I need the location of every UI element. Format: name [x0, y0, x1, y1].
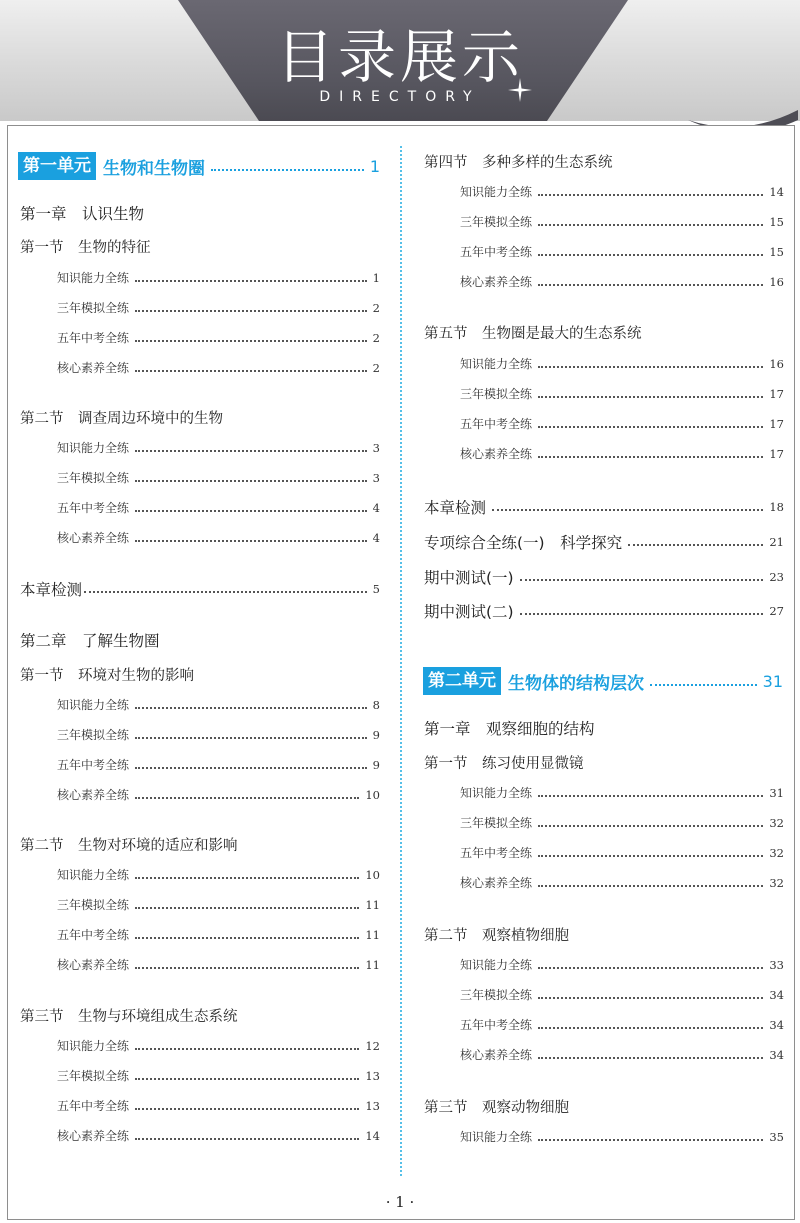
- item-label: 三年模拟全练: [57, 301, 130, 315]
- page-number: 9: [372, 757, 380, 772]
- item-label: 期中测试(二): [424, 603, 514, 621]
- chapter-title[interactable]: 第一章 认识生物: [20, 205, 145, 223]
- toc-item[interactable]: [57, 1037, 380, 1054]
- leader-dots: [135, 480, 367, 482]
- page-number: 1: [372, 270, 380, 285]
- leader-dots: [520, 613, 764, 615]
- leader-dots: [538, 795, 763, 797]
- leader-dots: [538, 366, 763, 368]
- special-practice[interactable]: [424, 531, 784, 553]
- item-label: 核心素养全练: [57, 958, 130, 972]
- page-number: 34: [769, 1047, 784, 1062]
- section-title[interactable]: 第二节 观察植物细胞: [424, 928, 569, 944]
- item-label: 五年中考全练: [57, 501, 130, 515]
- toc-item[interactable]: [57, 786, 380, 803]
- item-label: 知识能力全练: [460, 958, 533, 972]
- leader-dots: [538, 456, 763, 458]
- toc-item[interactable]: [460, 986, 784, 1003]
- toc-item[interactable]: [57, 956, 380, 973]
- page-number: 23: [769, 570, 784, 584]
- leader-dots: [538, 967, 763, 969]
- item-label: 知识能力全练: [57, 1039, 130, 1053]
- page-number: 12: [365, 1038, 380, 1053]
- toc-item[interactable]: [57, 1097, 380, 1114]
- item-label: 五年中考全练: [460, 417, 533, 431]
- column-divider: [400, 146, 402, 1176]
- item-label: 知识能力全练: [57, 271, 130, 285]
- item-label: 知识能力全练: [57, 698, 130, 712]
- chapter-review[interactable]: [20, 578, 380, 600]
- page-number: 3: [372, 440, 380, 455]
- leader-dots: [538, 1027, 763, 1029]
- toc-item[interactable]: [460, 956, 784, 973]
- toc-item[interactable]: [57, 926, 380, 943]
- toc-item[interactable]: [460, 415, 784, 432]
- item-label: 三年模拟全练: [460, 215, 533, 229]
- page-number: 13: [365, 1068, 380, 1083]
- unit-1-header[interactable]: [18, 151, 380, 181]
- item-label: 五年中考全练: [57, 758, 130, 772]
- leader-dots: [135, 737, 367, 739]
- section-title[interactable]: 第一节 环境对生物的影响: [20, 668, 194, 684]
- leader-dots: [135, 370, 367, 372]
- page-number: 10: [365, 867, 380, 882]
- leader-dots: [135, 510, 367, 512]
- page-number: 17: [769, 446, 784, 461]
- page-number: 32: [769, 845, 784, 860]
- item-label: 三年模拟全练: [460, 387, 533, 401]
- section-title[interactable]: 第四节 多种多样的生态系统: [424, 155, 613, 171]
- toc-item[interactable]: [460, 844, 784, 861]
- leader-dots: [538, 1057, 763, 1059]
- toc-item[interactable]: [57, 269, 380, 286]
- unit-badge: 第一单元: [18, 152, 96, 180]
- leader-dots: [135, 767, 367, 769]
- leader-dots: [538, 396, 763, 398]
- chapter-review[interactable]: [424, 496, 784, 518]
- leader-dots: [135, 1108, 359, 1110]
- item-label: 专项综合全练(一) 科学探究: [424, 534, 623, 552]
- leader-dots: [538, 194, 763, 196]
- toc-item[interactable]: [57, 469, 380, 486]
- leader-dots: [84, 591, 367, 593]
- leader-dots: [135, 937, 359, 939]
- section-title[interactable]: 第一节 练习使用显微镜: [424, 756, 584, 772]
- toc-item[interactable]: [460, 355, 784, 372]
- page-number: 1: [369, 156, 380, 176]
- item-label: 五年中考全练: [460, 1018, 533, 1032]
- toc-item[interactable]: [57, 359, 380, 376]
- page-number: 32: [769, 815, 784, 830]
- leader-dots: [211, 169, 364, 171]
- midterm-test-2[interactable]: [424, 600, 784, 622]
- page-number: 2: [372, 300, 380, 315]
- item-label: 核心素养全练: [460, 447, 533, 461]
- unit-2-header[interactable]: [423, 666, 783, 696]
- toc-item[interactable]: [460, 874, 784, 891]
- leader-dots: [520, 579, 764, 581]
- item-label: 核心素养全练: [460, 1048, 533, 1062]
- page-number: 4: [372, 530, 380, 545]
- page-number: 16: [769, 274, 784, 289]
- page-number: 16: [769, 356, 784, 371]
- section-title[interactable]: 第一节 生物的特征: [20, 240, 151, 256]
- toc-item[interactable]: [57, 1127, 380, 1144]
- leader-dots: [538, 855, 763, 857]
- page-number: 4: [372, 500, 380, 515]
- toc-item[interactable]: [57, 866, 380, 883]
- leader-dots: [538, 284, 763, 286]
- section-title[interactable]: 第三节 生物与环境组成生态系统: [20, 1009, 238, 1025]
- page-number: 13: [365, 1098, 380, 1113]
- toc-item[interactable]: [460, 213, 784, 230]
- page-number: 10: [365, 787, 380, 802]
- leader-dots: [135, 1048, 359, 1050]
- toc-item[interactable]: [460, 273, 784, 290]
- page-subtitle: DIRECTORY: [319, 89, 481, 105]
- page-number: 18: [769, 500, 784, 514]
- page-number: 32: [769, 875, 784, 890]
- section-title[interactable]: 第二节 调查周边环境中的生物: [20, 411, 223, 427]
- leader-dots: [538, 885, 763, 887]
- page-number: 14: [365, 1128, 380, 1143]
- item-label: 核心素养全练: [57, 788, 130, 802]
- item-label: 五年中考全练: [460, 245, 533, 259]
- toc-item[interactable]: [57, 756, 380, 773]
- page-number: 3: [372, 470, 380, 485]
- toc-item[interactable]: [460, 784, 784, 801]
- page-number-footer: · 1 ·: [385, 1193, 415, 1211]
- item-label: 三年模拟全练: [460, 988, 533, 1002]
- toc-item[interactable]: [57, 499, 380, 516]
- item-label: 五年中考全练: [57, 331, 130, 345]
- toc-item[interactable]: [57, 329, 380, 346]
- item-label: 知识能力全练: [460, 1130, 533, 1144]
- page-number: 2: [372, 330, 380, 345]
- leader-dots: [135, 967, 359, 969]
- page-number: 34: [769, 987, 784, 1002]
- page-number: 34: [769, 1017, 784, 1032]
- item-label: 五年中考全练: [460, 846, 533, 860]
- item-label: 三年模拟全练: [57, 1069, 130, 1083]
- item-label: 核心素养全练: [460, 876, 533, 890]
- leader-dots: [135, 877, 359, 879]
- leader-dots: [538, 1139, 763, 1141]
- leader-dots: [538, 426, 763, 428]
- page-number: 11: [365, 897, 380, 912]
- leader-dots: [135, 797, 359, 799]
- leader-dots: [135, 907, 359, 909]
- item-label: 核心素养全练: [57, 361, 130, 375]
- chapter-title[interactable]: 第二章 了解生物圈: [20, 632, 160, 650]
- item-label: 五年中考全练: [57, 1099, 130, 1113]
- page-number: 9: [372, 727, 380, 742]
- toc-item[interactable]: [57, 726, 380, 743]
- leader-dots: [135, 1138, 359, 1140]
- item-label: 三年模拟全练: [57, 898, 130, 912]
- leader-dots: [538, 224, 763, 226]
- leader-dots: [650, 684, 757, 686]
- item-label: 期中测试(一): [424, 569, 514, 587]
- toc-item[interactable]: [57, 1067, 380, 1084]
- page-number: 27: [769, 604, 784, 618]
- unit-name: 生物和生物圈: [103, 158, 205, 179]
- leader-dots: [135, 1078, 359, 1080]
- section-title[interactable]: 第二节 生物对环境的适应和影响: [20, 838, 238, 854]
- toc-item[interactable]: [57, 896, 380, 913]
- item-label: 知识能力全练: [460, 185, 533, 199]
- toc-item[interactable]: [57, 299, 380, 316]
- item-label: 知识能力全练: [460, 357, 533, 371]
- page-number: 15: [769, 244, 784, 259]
- page-number: 31: [769, 785, 784, 800]
- leader-dots: [135, 310, 367, 312]
- item-label: 知识能力全练: [57, 868, 130, 882]
- page-number: 8: [372, 697, 380, 712]
- item-label: 三年模拟全练: [57, 728, 130, 742]
- leader-dots: [135, 540, 367, 542]
- unit-name: 生物体的结构层次: [508, 673, 644, 694]
- item-label: 本章检测: [424, 499, 487, 517]
- leader-dots: [538, 825, 763, 827]
- toc-item[interactable]: [460, 814, 784, 831]
- toc-item[interactable]: [460, 183, 784, 200]
- leader-dots: [538, 254, 763, 256]
- page-number: 31: [762, 671, 783, 691]
- toc-item[interactable]: [57, 696, 380, 713]
- toc-item[interactable]: [57, 529, 380, 546]
- section-title[interactable]: 第三节 观察动物细胞: [424, 1100, 569, 1116]
- chapter-title[interactable]: 第一章 观察细胞的结构: [424, 720, 595, 738]
- page-number: 21: [769, 535, 784, 549]
- section-title[interactable]: 第五节 生物圈是最大的生态系统: [424, 326, 642, 342]
- leader-dots: [135, 340, 367, 342]
- leader-dots: [135, 707, 367, 709]
- item-label: 知识能力全练: [460, 786, 533, 800]
- midterm-test-1[interactable]: [424, 566, 784, 588]
- toc-item[interactable]: [460, 1016, 784, 1033]
- toc-item[interactable]: [460, 445, 784, 462]
- leader-dots: [135, 450, 367, 452]
- item-label: 核心素养全练: [57, 1129, 130, 1143]
- unit-badge: 第二单元: [423, 667, 501, 695]
- page-number: 5: [372, 582, 380, 596]
- page-number: 14: [769, 184, 784, 199]
- page-number: 33: [769, 957, 784, 972]
- page-number: 35: [769, 1129, 784, 1144]
- page-number: 11: [365, 927, 380, 942]
- leader-dots: [628, 544, 763, 546]
- sparkle-icon: [508, 78, 532, 102]
- toc-item[interactable]: [460, 1046, 784, 1063]
- item-label: 核心素养全练: [460, 275, 533, 289]
- item-label: 三年模拟全练: [57, 471, 130, 485]
- item-label: 知识能力全练: [57, 441, 130, 455]
- toc-item[interactable]: [460, 243, 784, 260]
- page-title: 目录展示: [275, 23, 524, 91]
- leader-dots: [135, 280, 367, 282]
- page-number: 2: [372, 360, 380, 375]
- toc-item[interactable]: [460, 385, 784, 402]
- item-label: 五年中考全练: [57, 928, 130, 942]
- toc-item[interactable]: [57, 439, 380, 456]
- item-label: 三年模拟全练: [460, 816, 533, 830]
- leader-dots: [538, 997, 763, 999]
- toc-item[interactable]: [460, 1128, 784, 1145]
- item-label: 核心素养全练: [57, 531, 130, 545]
- page-number: 11: [365, 957, 380, 972]
- page-number: 17: [769, 386, 784, 401]
- leader-dots: [492, 509, 763, 511]
- item-label: 本章检测: [20, 581, 83, 599]
- page-number: 15: [769, 214, 784, 229]
- page-number: 17: [769, 416, 784, 431]
